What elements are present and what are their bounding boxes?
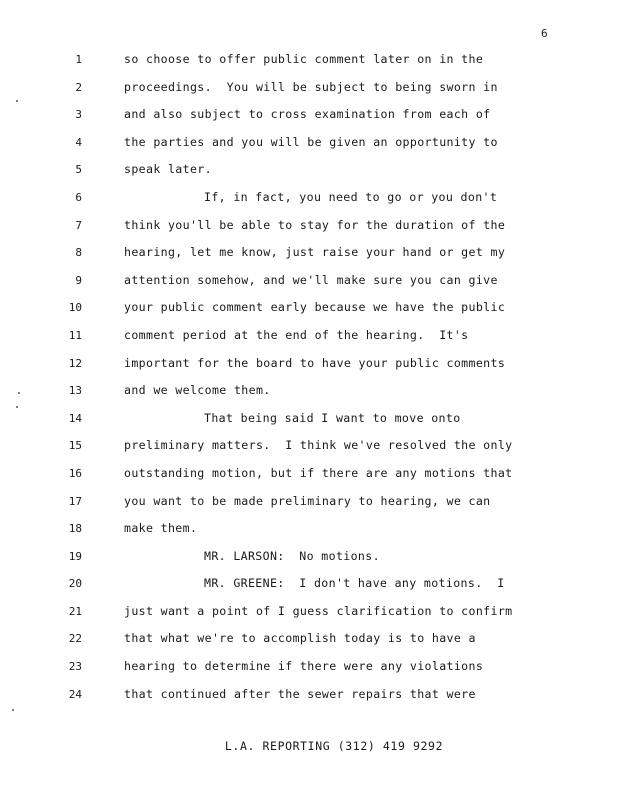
transcript-line bbox=[0, 657, 618, 685]
line-number: 3 bbox=[75, 108, 82, 122]
line-number: 5 bbox=[75, 163, 82, 177]
line-number: 4 bbox=[75, 135, 82, 149]
line-number: 6 bbox=[75, 190, 82, 204]
line-text: If, in fact, you need to go or you don't bbox=[204, 189, 498, 204]
transcript-line bbox=[0, 50, 618, 78]
line-text: that continued after the sewer repairs that were bbox=[124, 686, 476, 701]
line-text: proceedings. You will be subject to being sworn in bbox=[124, 79, 498, 94]
line-number: 14 bbox=[68, 411, 82, 425]
line-text: outstanding motion, but if there are any motions that bbox=[124, 465, 513, 480]
transcript-line bbox=[0, 354, 618, 382]
line-number: 21 bbox=[68, 604, 82, 618]
transcript-lines bbox=[0, 50, 618, 712]
line-text: so choose to offer public comment later on in the bbox=[124, 52, 484, 66]
transcript-line bbox=[0, 326, 618, 354]
transcript-line bbox=[0, 602, 618, 630]
transcript-line bbox=[0, 243, 618, 271]
line-number: 1 bbox=[75, 53, 82, 66]
line-number: 2 bbox=[75, 80, 82, 94]
transcript-line bbox=[0, 298, 618, 326]
line-number: 23 bbox=[68, 660, 82, 674]
line-text: just want a point of I guess clarification to confirm bbox=[124, 603, 513, 618]
line-number: 16 bbox=[68, 466, 82, 480]
scan-speck bbox=[18, 392, 20, 394]
transcript-line bbox=[0, 409, 618, 437]
line-number: 8 bbox=[75, 246, 82, 260]
scan-speck bbox=[16, 100, 18, 102]
line-text: important for the board to have your public comments bbox=[124, 355, 506, 370]
line-text: preliminary matters. I think we've resolved the only bbox=[124, 438, 513, 453]
line-number: 13 bbox=[68, 384, 82, 398]
line-number: 22 bbox=[68, 632, 82, 646]
line-number: 12 bbox=[68, 356, 82, 370]
line-text: attention somehow, and we'll make sure you can give bbox=[124, 272, 498, 287]
line-number: 20 bbox=[68, 577, 82, 591]
line-text: and also subject to cross examination from each of bbox=[124, 107, 491, 122]
reporter-footer: L.A. REPORTING (312) 419 9292 bbox=[224, 739, 444, 753]
page-number: 6 bbox=[541, 27, 548, 40]
transcript-line bbox=[0, 78, 618, 106]
scan-speck bbox=[16, 406, 18, 408]
line-number: 7 bbox=[75, 218, 82, 232]
line-text: and we welcome them. bbox=[124, 383, 271, 398]
line-text: That being said I want to move onto bbox=[204, 410, 461, 425]
line-text: make them. bbox=[124, 521, 198, 536]
transcript-line bbox=[0, 685, 618, 713]
transcript-line bbox=[0, 160, 618, 188]
line-text: hearing to determine if there were any violations bbox=[124, 659, 484, 674]
scan-speck bbox=[12, 709, 14, 711]
line-text: think you'll be able to stay for the duration of the bbox=[124, 217, 506, 232]
transcript-line bbox=[0, 464, 618, 492]
transcript-line bbox=[0, 216, 618, 244]
line-text: you want to be made preliminary to hearing, we can bbox=[124, 493, 491, 508]
transcript-line bbox=[0, 492, 618, 520]
line-text: hearing, let me know, just raise your hand or get my bbox=[124, 245, 506, 260]
line-number: 9 bbox=[75, 273, 82, 287]
transcript-line bbox=[0, 574, 618, 602]
transcript-line bbox=[0, 629, 618, 657]
line-number: 18 bbox=[68, 522, 82, 536]
transcript-line bbox=[0, 381, 618, 409]
line-text: your public comment early because we have the public bbox=[124, 300, 506, 315]
line-number: 15 bbox=[68, 439, 82, 453]
line-number: 19 bbox=[68, 549, 82, 563]
transcript-line bbox=[0, 133, 618, 161]
transcript-line bbox=[0, 436, 618, 464]
line-text: MR. GREENE: I don't have any motions. I bbox=[204, 576, 505, 591]
transcript-line bbox=[0, 105, 618, 133]
transcript-line bbox=[0, 547, 618, 575]
line-text: that what we're to accomplish today is to have a bbox=[124, 631, 476, 646]
line-number: 11 bbox=[68, 328, 82, 342]
transcript-line bbox=[0, 519, 618, 547]
line-text: speak later. bbox=[124, 162, 212, 177]
line-text: the parties and you will be given an opportunity to bbox=[124, 134, 498, 149]
line-number: 17 bbox=[68, 494, 82, 508]
line-number: 10 bbox=[68, 301, 82, 315]
line-text: comment period at the end of the hearing. It's bbox=[124, 327, 469, 342]
line-text: MR. LARSON: No motions. bbox=[204, 548, 380, 563]
transcript-line bbox=[0, 188, 618, 216]
line-number: 24 bbox=[68, 687, 82, 701]
transcript-line bbox=[0, 271, 618, 299]
